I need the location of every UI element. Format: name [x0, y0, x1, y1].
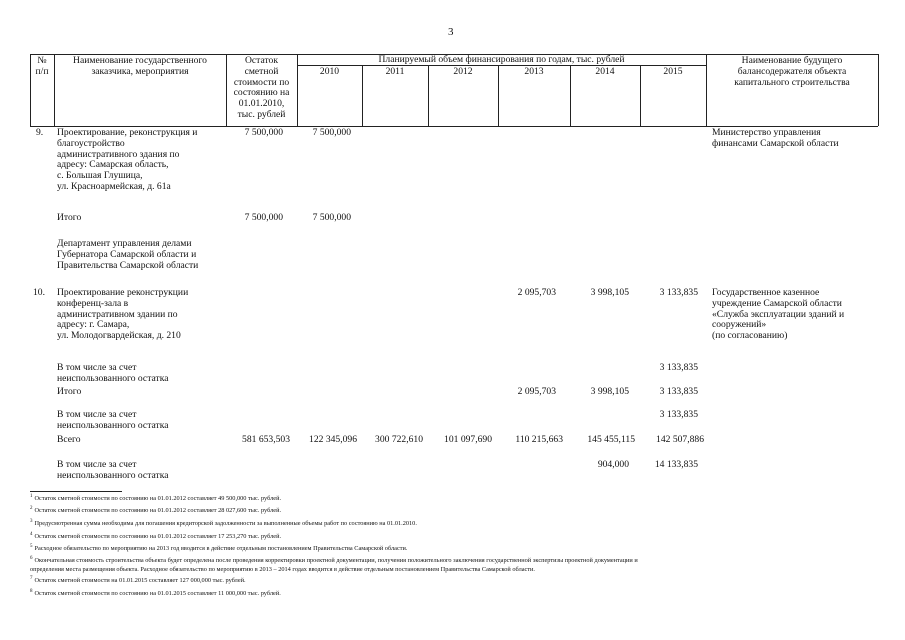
footnote-2: $^2$ Остаток сметной стоимости по состоянию на 01.01.2012 составляет 28 027,600 тыс. рублей.: [30, 506, 282, 514]
vtch3-2015: 14 133,835: [654, 459, 698, 470]
itogo9-remainder: 7 500,000: [244, 212, 283, 223]
header-num: № п/п: [35, 55, 49, 77]
footnote-separator: [30, 491, 122, 492]
vsego-label: Всего: [57, 434, 81, 445]
row10-2014: 3 998,105: [590, 287, 629, 298]
footnote-8: $^8$ Остаток сметной стоимости по состоянию на 01.01.2015 составляет 11 000,000 тыс. рублей.: [30, 589, 281, 597]
footnote-6-continued: определения места размещения объекта. Расходное обязательство по мероприятию в 2013 – 2014 годах вводится в действие отдельным постановлением Правительства Самарской области.: [30, 566, 536, 573]
row10-number: 10.: [33, 287, 45, 298]
row9-name: Проектирование, реконструкция и благоустройство административного здания по адресу: Самарская область, с. Большая Глушица, ул. Красноармейская, д. 61а: [57, 127, 198, 192]
page-number: 3: [448, 26, 454, 38]
vsego-remainder: 581 653,503: [242, 434, 290, 445]
header-year-2011: 2011: [385, 66, 405, 77]
header-remainder: Остаток сметной стоимости по состоянию на 01.01.2010, тыс. рублей: [233, 55, 290, 120]
row9-2010: 7 500,000: [312, 127, 351, 138]
vtch3-2014: 904,000: [597, 459, 629, 470]
itogo9-label: Итого: [57, 212, 82, 223]
row10-2015: 3 133,835: [659, 287, 698, 298]
row9-holder: Министерство управления финансами Самарской области: [712, 127, 839, 149]
vsego-2014: 145 455,115: [587, 434, 635, 445]
vtch1-label: В том числе за счет неиспользованного остатка: [57, 362, 169, 384]
header-year-2010: 2010: [319, 66, 340, 77]
vtch1-2015: 3 133,835: [659, 362, 698, 373]
row9-remainder: 7 500,000: [244, 127, 283, 138]
itogo10-2013: 2 095,703: [517, 386, 556, 397]
itogo10-label: Итого: [57, 386, 82, 397]
vsego-2010: 122 345,096: [309, 434, 357, 445]
footnote-3: $^3$ Предусмотренная сумма необходима для погашения кредиторской задолженности за выполненные объемы работ по состоянию на 01.01.2010.: [30, 519, 417, 527]
row9-number: 9.: [36, 127, 44, 138]
vtch2-label: В том числе за счет неиспользованного остатка: [57, 409, 169, 431]
department-heading: Департамент управления делами Губернатора Самарской области и Правительства Самарской области: [57, 238, 199, 271]
itogo10-2014: 3 998,105: [590, 386, 629, 397]
row10-name: Проектирование реконструкции конференц-зала в административном здании по адресу: г. Самара, ул. Молодогвардейская, д. 210: [57, 287, 189, 342]
vsego-2011: 300 722,610: [375, 434, 423, 445]
vsego-2015: 142 507,886: [656, 434, 704, 445]
footnote-7: $^7$ Остаток сметной стоимости на 01.01.2015 составляет 127 000,000 тыс. рублей.: [30, 576, 246, 584]
header-customer: Наименование государственного заказчика, мероприятия: [73, 55, 207, 77]
header-year-2013: 2013: [524, 66, 544, 77]
row10-holder: Государственное казенное учреждение Самарской области «Служба эксплуатации зданий и сооружений» (по согласованию): [712, 287, 845, 342]
vtch2-2015: 3 133,835: [659, 409, 698, 420]
footnote-6: $^6$ Окончательная стоимость строительства объекта будет определена после проведения корректировки проектной документации, получения положительного заключения государственной экспертизы проектной документации и: [30, 556, 638, 564]
itogo10-2015: 3 133,835: [659, 386, 698, 397]
table-border-right: [878, 54, 879, 126]
vtch3-label: В том числе за счет неиспользованного остатка: [57, 459, 169, 481]
vsego-2012: 101 097,690: [444, 434, 492, 445]
header-planned: Планируемый объем финансирования по годам, тыс. рублей: [378, 54, 625, 65]
footnote-1: $^1$ Остаток сметной стоимости по состоянию на 01.01.2012 составляет 49 500,000 тыс. рублей.: [30, 494, 282, 502]
header-year-2012: 2012: [453, 66, 473, 77]
header-holder: Наименование будущего балансодержателя объекта капитального строительства: [734, 55, 850, 88]
row10-2013: 2 095,703: [517, 287, 556, 298]
itogo9-2010: 7 500,000: [312, 212, 351, 223]
header-year-2014: 2014: [595, 66, 615, 77]
footnote-4: $^4$ Остаток сметной стоимости по состоянию на 01.01.2012 составляет 17 253,270 тыс. рублей.: [30, 532, 282, 540]
footnote-5: $^5$ Расходное обязательство по мероприятию на 2013 год вводится в действие отдельным постановлением Правительства Самарской области.: [30, 544, 408, 552]
vsego-2013: 110 215,663: [515, 434, 563, 445]
header-year-2015: 2015: [663, 66, 683, 77]
